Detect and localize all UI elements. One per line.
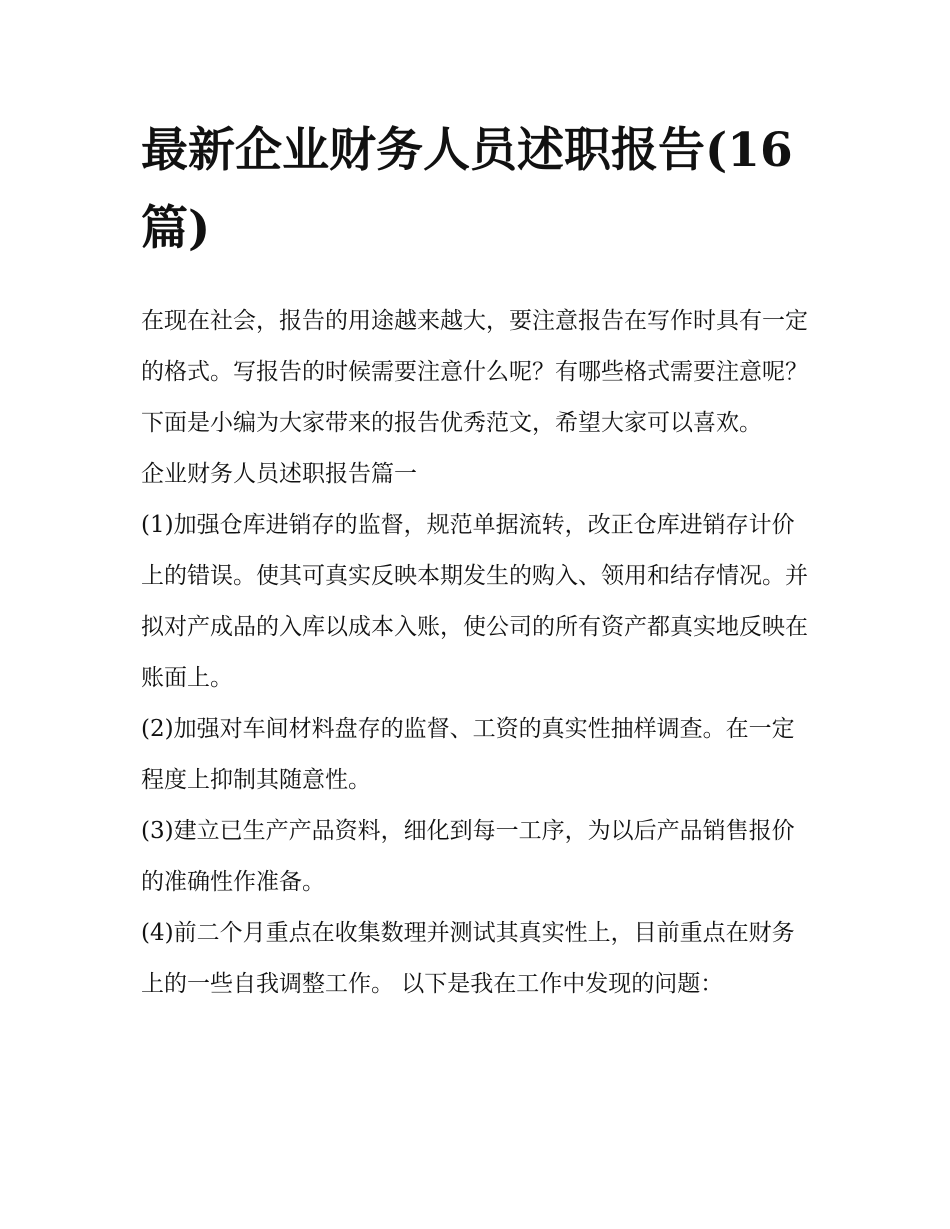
list-item: (1)加强仓库进销存的监督，规范单据流转，改正仓库进销存计价上的错误。使其可真实反映本期发生的购入、领用和结存情况。并拟对产成品的入库以成本入账，使公司的所有资产都真实地反映在账面上。 (141, 512, 808, 691)
list-item: (4)前二个月重点在收集数理并测试其真实性上，目前重点在财务上的一些自我调整工作。 以下是我在工作中发现的问题： (141, 920, 795, 997)
intro-paragraph: 在现在社会，报告的用途越来越大，要注意报告在写作时具有一定的格式。写报告的时候需要注意什么呢？有哪些格式需要注意呢？下面是小编为大家带来的报告优秀范文，希望大家可以喜欢。 (141, 308, 808, 436)
list-item: (2)加强对车间材料盘存的监督、工资的真实性抽样调查。在一定程度上抑制其随意性。 (141, 716, 795, 793)
document-title: 最新企业财务人员述职报告(16篇) (141, 123, 793, 256)
list-item: (3)建立已生产产品资料，细化到每一工序，为以后产品销售报价的准确性作准备。 (141, 818, 795, 895)
document-page (141, 112, 813, 1010)
section-heading: 企业财务人员述职报告篇一 (141, 461, 417, 487)
